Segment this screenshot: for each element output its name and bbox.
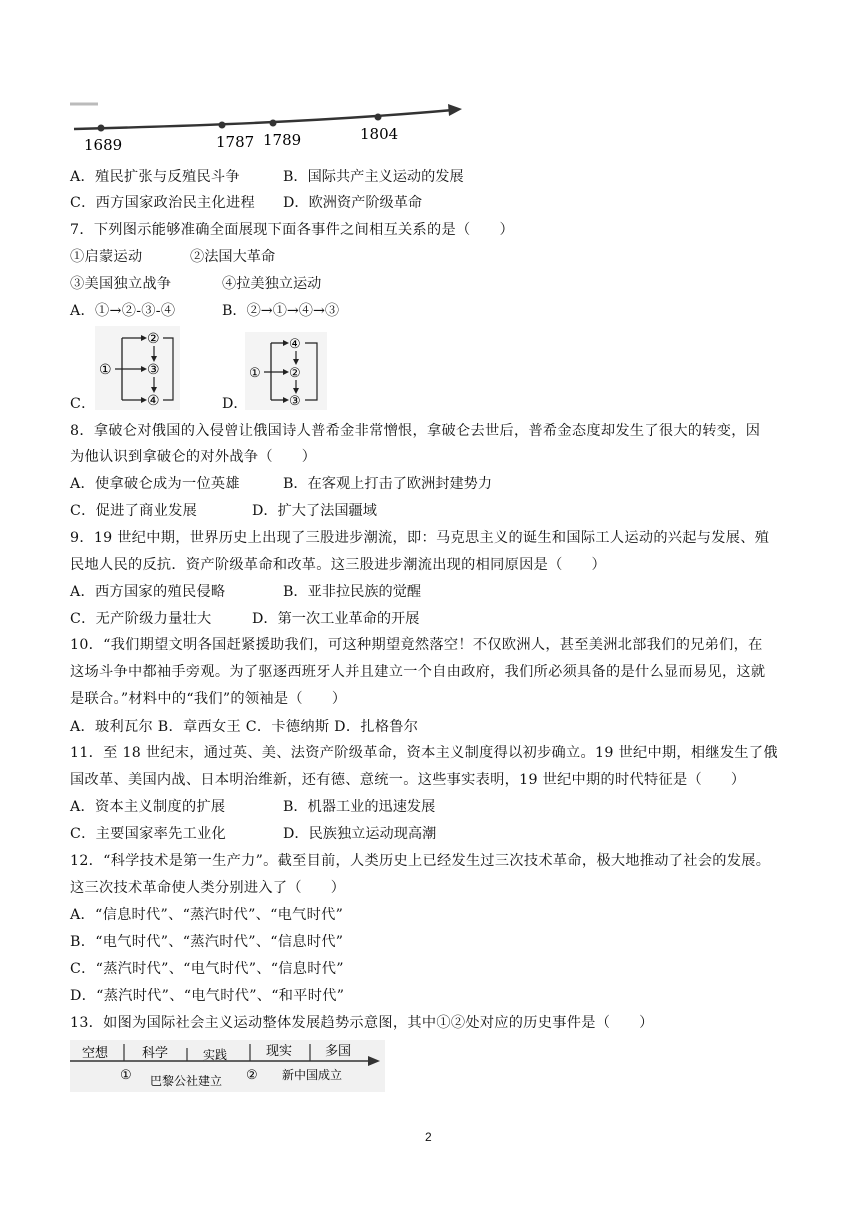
timeline-figure (68, 98, 468, 156)
q6-option-d: D．欧洲资产阶级革命 (283, 195, 423, 211)
q7-diagram-d (245, 332, 327, 410)
q7-option-c: C． (70, 396, 96, 412)
q10-stem-line3: 是联合。”材料中的“我们”的领袖是（ ） (70, 691, 347, 707)
q7-option-b: B．②→①→④→③ (222, 303, 340, 319)
q8-option-d: D．扩大了法国疆域 (252, 503, 377, 519)
timeline-year: 1689 (84, 136, 123, 154)
q13-stage-label: 多国 (325, 1044, 352, 1059)
q7-item-3: ③美国独立战争 (70, 276, 172, 292)
q7-item-4: ④拉美独立运动 (222, 276, 322, 292)
q6-option-b: B．国际共产主义运动的发展 (283, 169, 464, 185)
q12-option-b: B．“电气时代”、“蒸汽时代”、“信息时代” (70, 934, 344, 950)
q12-stem-line1: 12．“科学技术是第一生产力”。截至目前，人类历史上已经发生过三次技术革命，极大地推动了社会的发展。 (70, 853, 771, 869)
q8-option-a: A．使拿破仑成为一位英雄 (70, 476, 240, 492)
diagram-node: ② (147, 331, 160, 347)
q10-stem-line1: 10．“我们期望文明各国赶紧援助我们，可这种期望竟然落空！不仅欧洲人，甚至美洲北部我们的兄弟们，在 (70, 637, 763, 653)
q13-figure (70, 1040, 385, 1092)
q7-stem: 7．下列图示能够准确全面展现下面各事件之间相互关系的是（ ） (70, 222, 514, 238)
timeline-year: 1789 (263, 131, 302, 149)
q8-stem-line1: 8．拿破仑对俄国的入侵曾让俄国诗人普希金非常憎恨，拿破仑去世后，普希金态度却发生了很大的转变，因 (70, 423, 761, 439)
q9-option-d: D．第一次工业革命的开展 (252, 611, 420, 627)
q7-item-1: ①启蒙运动 (70, 249, 143, 265)
q13-event-label: 巴黎公社建立 (150, 1074, 223, 1088)
diagram-node: ③ (289, 394, 301, 409)
timeline-year: 1787 (216, 133, 255, 151)
q9-stem-line2: 民地人民的反抗．资产阶级革命和改革。这三股进步潮流出现的相同原因是（ ） (70, 557, 607, 573)
q11-option-a: A．资本主义制度的扩展 (70, 799, 226, 815)
q11-stem-line1: 11．至 18 世纪末，通过英、美、法资产阶级革命，资本主义制度得以初步确立。19 世纪中期，相继发生了俄 (70, 745, 778, 761)
q13-blank-1: ① (120, 1068, 132, 1083)
q10-stem-line2: 这场斗争中都袖手旁观。为了驱逐西班牙人并且建立一个自由政府，我们所必须具备的是什么显而易见，这就 (70, 664, 766, 680)
q9-stem-line1: 9．19 世纪中期，世界历史上出现了三股进步潮流，即：马克思主义的诞生和国际工人运动的兴起与发展、殖 (70, 530, 770, 546)
q8-option-c: C．促进了商业发展 (70, 503, 198, 519)
diagram-node: ④ (147, 393, 160, 409)
q13-stage-label: 空想 (82, 1046, 109, 1061)
diagram-node: ③ (147, 362, 160, 378)
q12-stem-line2: 这三次技术革命使人类分别进入了（ ） (70, 880, 346, 896)
q11-option-d: D．民族独立运动现高潮 (283, 826, 437, 842)
q9-option-b: B．亚非拉民族的觉醒 (283, 584, 422, 600)
q11-option-c: C．主要国家率先工业化 (70, 826, 227, 842)
q12-option-c: C．“蒸汽时代”、“电气时代”、“信息时代” (70, 961, 344, 977)
q7-item-2: ②法国大革命 (190, 249, 276, 265)
q9-option-a: A．西方国家的殖民侵略 (70, 584, 226, 600)
diagram-node: ① (249, 366, 261, 381)
q6-option-a: A．殖民扩张与反殖民斗争 (70, 169, 240, 185)
q7-diagram-c (95, 326, 180, 410)
diagram-node: ④ (289, 337, 301, 352)
q7-option-d: D． (222, 396, 248, 412)
q6-option-c: C．西方国家政治民主化进程 (70, 195, 256, 211)
q7-option-a: A．①→②-③-④ (70, 303, 176, 319)
q8-stem-line2: 为他认识到拿破仑的对外战争（ ） (70, 449, 317, 465)
q13-event-label: 新中国成立 (282, 1068, 343, 1082)
q12-option-d: D．“蒸汽时代”、“电气时代”、“和平时代” (70, 988, 345, 1004)
q11-stem-line2: 国改革、美国内战、日本明治维新，还有德、意统一。这些事实表明，19 世纪中期的时代特征是（ ） (70, 772, 746, 788)
q13-stem: 13．如图为国际社会主义运动整体发展趋势示意图，其中①②处对应的历史事件是（ ） (70, 1015, 654, 1031)
diagram-node: ① (99, 362, 112, 378)
q8-option-b: B．在客观上打击了欧洲封建势力 (283, 476, 493, 492)
timeline-year: 1804 (360, 125, 399, 143)
q13-stage-label: 实践 (203, 1048, 228, 1062)
q12-option-a: A．“信息时代”、“蒸汽时代”、“电气时代” (70, 907, 344, 923)
page-number: 2 (425, 1130, 432, 1144)
q11-option-b: B．机器工业的迅速发展 (283, 799, 436, 815)
q10-options: A．玻利瓦尔 B．章西女王 C．卡德纳斯 D．扎格鲁尔 (70, 719, 419, 735)
q13-stage-label: 现实 (266, 1044, 293, 1059)
q13-stage-label: 科学 (142, 1046, 169, 1061)
q13-blank-2: ② (246, 1068, 258, 1083)
diagram-node: ② (289, 366, 301, 381)
q9-option-c: C．无产阶级力量壮大 (70, 611, 212, 627)
